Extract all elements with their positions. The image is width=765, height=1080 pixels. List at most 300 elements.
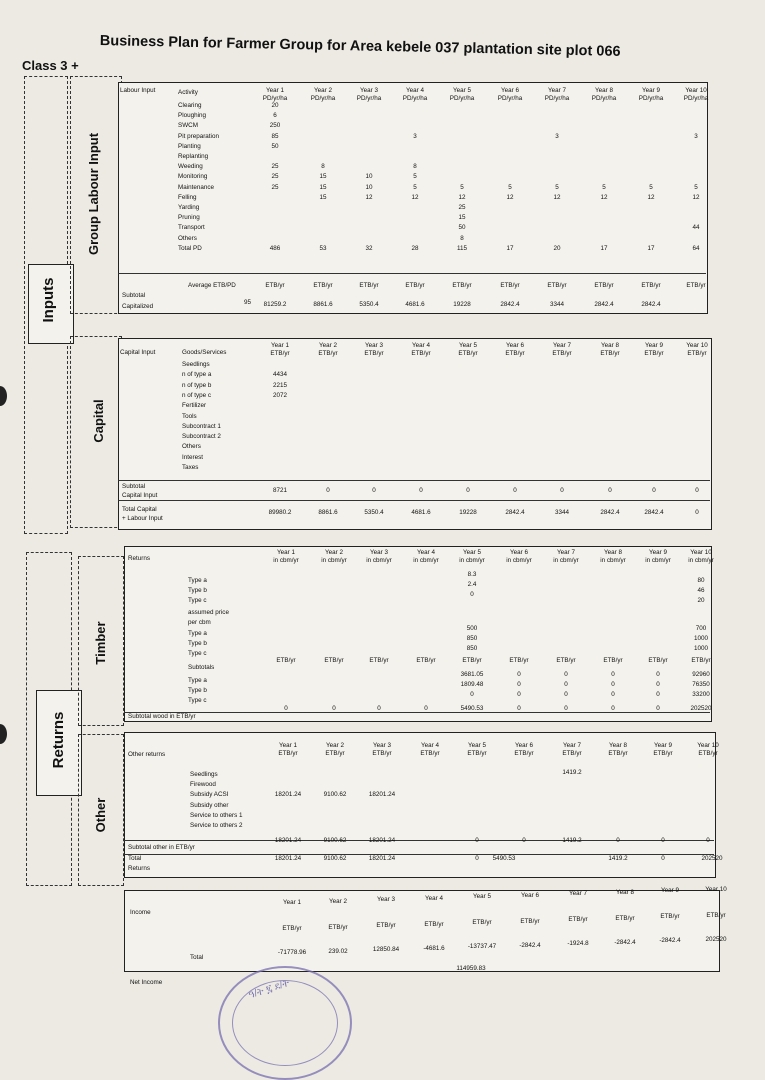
official-stamp: [218, 966, 352, 1080]
timber-subtotal-cell: 0: [611, 671, 615, 678]
labour-row-label: Transport: [178, 224, 205, 232]
income-year-header: Year 7: [569, 890, 587, 897]
avg-unit: ETB/yr: [594, 282, 614, 289]
timber-subtotal-cell: 92960: [692, 671, 710, 678]
total-capital-cell: 2842.4: [644, 509, 664, 516]
subtotal-other-cell: 9100.62: [323, 837, 347, 844]
timber-subtotal-cell: 0: [656, 671, 660, 678]
year-header: Year 1: [279, 742, 297, 749]
subtotal-other-cell: 0: [706, 837, 710, 844]
year-header: Year 8: [609, 742, 627, 749]
year-header: Year 3: [360, 87, 378, 94]
labour-row-label: Maintenance: [178, 183, 215, 191]
total-capital-cell: 2842.4: [505, 509, 525, 516]
income-year-header: Year 6: [521, 891, 539, 899]
total-capital-cell: 4681.6: [411, 509, 431, 516]
total-returns-cell: 18201.24: [274, 855, 302, 862]
net-income-label: Net Income: [130, 979, 163, 986]
labour-row-label: SWCM: [178, 122, 198, 130]
year-unit: ETB/yr: [458, 350, 478, 357]
capital-subtotal-cell: 0: [466, 487, 470, 494]
subtotal-wood-cell: 0: [564, 705, 568, 712]
timber-subtotals-label: Subtotals: [188, 664, 215, 671]
other-returns-label: Other returns: [128, 751, 166, 758]
income-year-header: Year 5: [473, 893, 491, 900]
labour-cell: 250: [269, 122, 281, 130]
subtotal-other-cell: 0: [475, 837, 479, 844]
avg-unit: ETB/yr: [313, 282, 333, 289]
labour-capitalized-label: Capitalized: [122, 303, 154, 310]
labour-cell: 12: [365, 193, 373, 201]
labour-row-label: Weeding: [178, 163, 203, 171]
income-total-cell: 202520: [705, 935, 727, 943]
other-cell: 18201.24: [274, 791, 302, 799]
labour-cell: 8: [321, 163, 325, 171]
year-unit: ETB/yr: [420, 750, 440, 757]
year-header: Year 5: [468, 742, 486, 749]
subtotal-wood-cell: 0: [517, 705, 521, 712]
avg-unit: ETB/yr: [405, 282, 425, 289]
timber-subtotal-cell: 1809.48: [460, 681, 484, 688]
labour-cell: 3: [694, 132, 698, 140]
avg-unit: ETB/yr: [359, 282, 379, 289]
capital-row-label: Subcontract 1: [182, 422, 221, 430]
subtotal-other-cell: 0: [661, 837, 665, 844]
year-unit: PD/yr/ha: [402, 95, 428, 102]
labour-cell: 15: [458, 214, 466, 222]
income-year-header: Year 8: [616, 888, 634, 896]
total-capital-label: Total Capital: [122, 506, 157, 513]
labour-cell: 17: [600, 244, 608, 252]
labour-subtotal-cell: 5350.4: [359, 301, 379, 308]
timber-subtotal-type-label: Type c: [188, 697, 207, 704]
year-unit: ETB/yr: [270, 350, 290, 357]
goods-services-header: Goods/Services: [182, 349, 227, 356]
timber-price-y10: 700: [695, 625, 707, 632]
labour-cell: 32: [365, 244, 373, 252]
year-unit: in cbm/yr: [413, 557, 439, 564]
capital-row-label: Fertilizer: [182, 402, 207, 410]
timber-etb-unit: ETB/yr: [648, 657, 668, 664]
labour-cell: 25: [271, 183, 279, 191]
year-header: Year 10: [697, 742, 719, 749]
timber-subtotal-cell: 3681.05: [460, 671, 484, 678]
labour-cell: 486: [269, 244, 281, 252]
year-unit: ETB/yr: [514, 750, 534, 757]
income-unit: ETB/yr: [706, 911, 726, 919]
capital-input-label: Capital Input: [122, 492, 158, 499]
subtotal-other-cell: 18201.24: [274, 837, 302, 844]
year-unit: ETB/yr: [467, 750, 487, 757]
year-unit: ETB/yr: [364, 350, 384, 357]
timber-etb-unit: ETB/yr: [691, 657, 711, 664]
income-total-cell: 239.02: [328, 947, 348, 955]
subtotal-wood-cell: 0: [284, 705, 288, 712]
total-returns-cell: 1419.2: [608, 855, 628, 862]
capital-subtotal-label: Subtotal: [122, 483, 146, 490]
timber-subtotal-cell: 0: [656, 681, 660, 688]
capital-row-label: Tools: [182, 412, 197, 420]
labour-cell: 8: [460, 234, 464, 242]
total-capital-cell: 89980.2: [268, 509, 292, 516]
income-label: Income: [130, 909, 151, 916]
labour-cell: 15: [319, 173, 327, 181]
labour-row-label: Yarding: [178, 204, 200, 211]
year-header: Year 7: [553, 342, 571, 349]
inputs-label: Inputs: [40, 277, 57, 323]
income-unit: ETB/yr: [568, 916, 588, 923]
income-year-header: Year 2: [329, 897, 347, 905]
year-unit: PD/yr/ha: [262, 95, 288, 102]
subtotal-other-cell: 0: [616, 837, 620, 844]
avg-unit: ETB/yr: [452, 282, 472, 289]
labour-subtotal-cell: 19228: [453, 301, 471, 308]
timber-price-y5: 500: [466, 625, 478, 632]
year-header: Year 6: [515, 742, 533, 749]
labour-cell: 12: [411, 193, 419, 201]
group-labour-input-label: Group Labour Input: [86, 132, 101, 255]
capital-row-label: Subcontract 2: [182, 433, 221, 441]
year-unit: ETB/yr: [608, 750, 628, 757]
income-year-header: Year 4: [425, 894, 443, 902]
labour-cell: 10: [365, 173, 373, 181]
year-unit: ETB/yr: [687, 350, 707, 357]
timber-subtotal-cell: 33200: [692, 691, 710, 698]
total-returns-cell: 18201.24: [368, 855, 396, 862]
labour-cell: 50: [271, 142, 279, 150]
capital-divider-1: [118, 480, 710, 481]
labour-cell: 17: [506, 244, 514, 252]
timber-subtotal-type-label: Type a: [188, 677, 207, 684]
avg-unit: ETB/yr: [686, 282, 706, 289]
capital-cell: 2072: [272, 391, 287, 399]
year-unit: in cbm/yr: [688, 557, 714, 564]
income-total-cell: -13737.47: [467, 943, 497, 950]
labour-subtotal-cell: 2842.4: [594, 301, 614, 308]
capital-subtotal-cell: 0: [695, 487, 699, 494]
labour-cell: 5: [460, 183, 464, 191]
labour-cell: 25: [271, 163, 279, 171]
other-row-label: Service to others 1: [190, 811, 243, 819]
year-unit: ETB/yr: [552, 350, 572, 357]
other-row-label: Service to others 2: [190, 822, 243, 829]
capital-subtotal-cell: 0: [560, 487, 564, 494]
labour-cell: 25: [458, 204, 466, 211]
year-unit: ETB/yr: [653, 750, 673, 757]
capital-divider-2: [118, 500, 710, 501]
year-header: Year 10: [686, 342, 708, 349]
timber-volume-y10: 20: [697, 597, 705, 604]
total-capital-cell: 2842.4: [600, 509, 620, 516]
timber-subtotal-cell: 0: [656, 691, 660, 698]
year-header: Year 4: [412, 342, 430, 349]
subtotal-other-cell: 0: [522, 837, 526, 844]
year-header: Year 9: [645, 342, 663, 349]
stamp-text: ዓ/ት ፯ ደ/ት: [247, 977, 291, 1002]
labour-cell: 5: [555, 183, 559, 191]
year-header: Year 1: [266, 87, 284, 94]
labour-cell: 50: [458, 224, 466, 232]
income-year-header: Year 1: [283, 899, 301, 906]
total-returns-cell: 202520: [701, 855, 723, 862]
year-unit: in cbm/yr: [600, 557, 626, 564]
year-unit: PD/yr/ha: [497, 95, 523, 102]
total-capital-cell: 0: [695, 509, 699, 516]
year-header: Year 7: [548, 87, 566, 94]
year-unit: in cbm/yr: [273, 557, 299, 564]
year-header: Year 6: [510, 549, 528, 556]
labour-cell: 15: [319, 183, 327, 191]
capital-subtotal-cell: 0: [419, 487, 423, 494]
year-header: Year 1: [271, 342, 289, 349]
labour-cell: 64: [692, 244, 700, 252]
year-header: Year 3: [365, 342, 383, 349]
total-returns-cell: 9100.62: [323, 855, 347, 862]
capital-row-label: Taxes: [182, 464, 199, 471]
capital-row-label: Seedlings: [182, 361, 210, 368]
capital-subtotal-cell: 0: [372, 487, 376, 494]
labour-subtotal-cell: 2842.4: [500, 301, 520, 308]
timber-subtotal-cell: 0: [564, 681, 568, 688]
capital-subtotal-cell: 8721: [272, 487, 287, 494]
income-unit: ETB/yr: [282, 925, 302, 932]
income-unit: ETB/yr: [328, 923, 348, 931]
labour-subtotal-cell: 4681.6: [405, 301, 425, 308]
plus-labour-input-label: + Labour Input: [122, 515, 163, 522]
labour-row-label: Others: [178, 234, 197, 242]
timber-price-y5: 850: [466, 645, 478, 652]
subtotal-other-cell: 1419.2: [562, 837, 582, 844]
avg-unit: ETB/yr: [547, 282, 567, 289]
capital-cell: 2215: [272, 381, 287, 389]
year-unit: in cbm/yr: [506, 557, 532, 564]
labour-cell: 20: [553, 244, 561, 252]
punch-hole-top: [0, 386, 7, 406]
document-title: Business Plan for Farmer Group for Area kebele 037 plantation site plot 066: [99, 33, 621, 60]
labour-row-label: Monitoring: [178, 173, 208, 181]
year-unit: ETB/yr: [600, 350, 620, 357]
average-etb-pd-label: Average ETB/PD: [188, 282, 236, 289]
year-header: Year 10: [690, 549, 712, 556]
labour-cell: 53: [319, 244, 327, 252]
timber-volume-type-label: Type c: [188, 597, 207, 604]
timber-price-type-label: Type c: [188, 650, 207, 657]
year-unit: ETB/yr: [698, 750, 718, 757]
year-header: Year 5: [453, 87, 471, 94]
subtotal-wood-cell: 0: [332, 705, 336, 712]
year-unit: ETB/yr: [411, 350, 431, 357]
timber-volume-y5: 2.4: [467, 581, 477, 588]
year-header: Year 2: [326, 742, 344, 749]
year-unit: ETB/yr: [318, 350, 338, 357]
year-header: Year 7: [557, 549, 575, 556]
subtotal-wood-cell: 5490.53: [460, 705, 484, 712]
year-header: Year 8: [595, 87, 613, 94]
year-unit: in cbm/yr: [645, 557, 671, 564]
timber-etb-unit: ETB/yr: [509, 657, 529, 664]
timber-price-y10: 1000: [693, 635, 708, 642]
timber-label: Timber: [93, 621, 108, 665]
other-cell: 1419.2: [562, 769, 582, 776]
capital-row-label: Interest: [182, 453, 203, 461]
returns-label: Returns: [50, 711, 67, 769]
year-header: Year 8: [604, 549, 622, 556]
year-header: Year 9: [642, 87, 660, 94]
labour-row-label: Felling: [178, 193, 197, 201]
income-total-cell: -4681.6: [423, 944, 445, 952]
labour-subtotal-label: Subtotal: [122, 292, 146, 299]
income-year-header: Year 3: [377, 896, 395, 903]
total-capital-cell: 19228: [459, 509, 477, 516]
total-returns-cell: 0: [661, 855, 665, 862]
labour-cell: 28: [411, 244, 419, 252]
year-header: Year 9: [649, 549, 667, 556]
timber-subtotal-cell: 0: [517, 681, 521, 688]
per-cbm-label: per cbm: [188, 619, 211, 626]
income-total-cell: -71778.96: [277, 949, 307, 956]
year-header: Year 4: [421, 742, 439, 749]
capital-row-label: n of type b: [182, 381, 212, 389]
timber-subtotal-cell: 0: [470, 691, 474, 698]
income-total-label: Total: [190, 954, 204, 961]
year-header: Year 6: [506, 342, 524, 349]
income-total-cell: 12850.84: [372, 946, 400, 953]
other-row-label: Firewood: [190, 781, 216, 789]
capital-subtotal-cell: 0: [652, 487, 656, 494]
total-capital-cell: 3344: [554, 509, 569, 516]
timber-etb-unit: ETB/yr: [416, 657, 436, 664]
capital-label: Capital: [91, 399, 106, 443]
labour-cell: 5: [649, 183, 653, 191]
labour-subtotal-cell: 3344: [549, 301, 564, 308]
timber-price-y10: 1000: [693, 645, 708, 652]
year-header: Year 2: [325, 549, 343, 556]
year-unit: in cbm/yr: [553, 557, 579, 564]
timber-corner-label: Returns: [128, 555, 151, 562]
capital-corner-label: Capital Input: [120, 349, 156, 356]
income-year-header: Year 10: [705, 885, 727, 893]
labour-cell: 5: [413, 183, 417, 191]
total-returns-label: Total: [128, 855, 142, 862]
year-header: Year 4: [406, 87, 424, 94]
labour-cell: 5: [694, 183, 698, 191]
year-unit: ETB/yr: [278, 750, 298, 757]
year-unit: ETB/yr: [644, 350, 664, 357]
timber-subtotal-cell: 0: [564, 691, 568, 698]
labour-subtotal-cell: 8861.6: [313, 301, 333, 308]
year-header: Year 8: [601, 342, 619, 349]
activity-header: Activity: [178, 89, 198, 96]
income-year-header: Year 9: [661, 887, 679, 894]
timber-price-type-label: Type a: [188, 630, 207, 637]
average-etb-pd-value: 95: [244, 299, 252, 306]
assumed-price-label: assumed price: [188, 609, 229, 616]
labour-subtotal-cell: 2842.4: [641, 301, 661, 308]
labour-cell: 12: [506, 193, 514, 201]
timber-volume-y5: 0: [470, 591, 474, 598]
year-unit: in cbm/yr: [366, 557, 392, 564]
timber-etb-unit: ETB/yr: [369, 657, 389, 664]
punch-hole-bottom: [0, 724, 7, 744]
labour-row-label: Total PD: [178, 244, 202, 252]
labour-cell: 12: [553, 193, 561, 201]
net-income-value: 114959.83: [456, 965, 486, 972]
year-header: Year 5: [463, 549, 481, 556]
subtotal-other-label: Subtotal other in ETB/yr: [128, 844, 195, 851]
year-unit: ETB/yr: [505, 350, 525, 357]
timber-etb-unit: ETB/yr: [603, 657, 623, 664]
labour-cell: 8: [413, 163, 417, 171]
year-header: Year 4: [417, 549, 435, 556]
timber-etb-unit: ETB/yr: [556, 657, 576, 664]
income-unit: ETB/yr: [472, 919, 492, 926]
labour-cell: 12: [600, 193, 608, 201]
year-header: Year 7: [563, 742, 581, 749]
capital-row-label: n of type a: [182, 371, 212, 379]
subtotal-wood-cell: 0: [377, 705, 381, 712]
timber-etb-unit: ETB/yr: [462, 657, 482, 664]
income-unit: ETB/yr: [520, 917, 540, 925]
labour-cell: 12: [458, 193, 466, 201]
labour-cell: 17: [647, 244, 655, 252]
timber-volume-type-label: Type a: [188, 577, 207, 584]
total-capital-cell: 8861.6: [318, 509, 338, 516]
labour-row-label: Replanting: [178, 153, 209, 160]
income-unit: ETB/yr: [660, 913, 680, 920]
year-unit: PD/yr/ha: [591, 95, 617, 102]
labour-cell: 3: [413, 132, 417, 140]
timber-price-type-label: Type b: [188, 640, 207, 647]
capital-subtotal-cell: 0: [326, 487, 330, 494]
labour-row-label: Planting: [178, 142, 201, 150]
timber-subtotal-type-label: Type b: [188, 687, 207, 694]
other-cell: 18201.24: [368, 791, 396, 799]
labour-cell: 25: [271, 173, 279, 181]
year-unit: PD/yr/ha: [449, 95, 475, 102]
year-unit: PD/yr/ha: [544, 95, 570, 102]
capital-subtotal-cell: 0: [513, 487, 517, 494]
timber-subtotal-cell: 0: [517, 671, 521, 678]
timber-etb-unit: ETB/yr: [324, 657, 344, 664]
income-total-cell: -2842.4: [659, 937, 681, 944]
labour-cell: 115: [456, 244, 468, 252]
labour-row-label: Pruning: [178, 214, 200, 222]
income-total-cell: -1924.8: [567, 940, 589, 947]
labour-cell: 12: [692, 193, 700, 201]
income-unit: ETB/yr: [615, 914, 635, 922]
timber-volume-y10: 80: [697, 577, 705, 584]
income-unit: ETB/yr: [376, 922, 396, 929]
labour-cell: 3: [555, 132, 559, 140]
labour-cell: 5: [413, 173, 417, 181]
year-unit: PD/yr/ha: [310, 95, 336, 102]
labour-row-label: Pit preparation: [178, 132, 219, 140]
labour-row-label: Clearing: [178, 102, 202, 109]
other-cell: 9100.62: [323, 791, 347, 799]
returns-label-2: Returns: [128, 865, 151, 872]
timber-volume-y5: 8.3: [467, 571, 477, 578]
labour-cell: 5: [602, 183, 606, 191]
year-unit: PD/yr/ha: [356, 95, 382, 102]
timber-volume-type-label: Type b: [188, 587, 207, 594]
timber-subtotal-cell: 0: [517, 691, 521, 698]
year-unit: PD/yr/ha: [683, 95, 709, 102]
year-unit: ETB/yr: [325, 750, 345, 757]
year-header: Year 10: [685, 87, 707, 94]
subtotal-wood-cell: 0: [611, 705, 615, 712]
timber-subtotal-cell: 0: [564, 671, 568, 678]
labour-cell: 6: [273, 112, 277, 120]
